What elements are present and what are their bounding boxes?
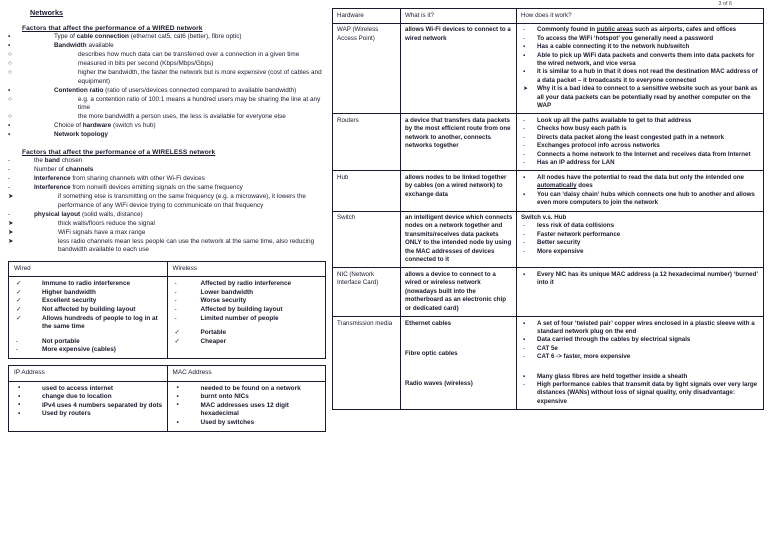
bullet-marker-icon: ▪ — [8, 122, 11, 130]
table-row — [333, 171, 764, 211]
mac-address-item — [173, 393, 323, 402]
bullet-marker-icon: ▪ — [523, 43, 526, 51]
wireless-factor-item — [8, 238, 326, 255]
list-item-text: the more bandwidth a person uses, the less is available for everyone else — [78, 113, 286, 121]
wired-factor-item — [8, 42, 326, 51]
list-item-text: Many glass fibres are held together inside a sheath — [537, 372, 688, 380]
bullet-marker-icon: - — [523, 116, 526, 124]
bullet-marker-icon: ➤ — [8, 219, 14, 227]
bullet-marker-icon: ➤ — [523, 85, 529, 93]
table-row — [9, 381, 326, 431]
col-header-mac-address: MAC Address — [167, 366, 326, 382]
list-item-text: Connects a home network to the Internet and receives data from Internet — [537, 150, 751, 158]
list-item-text: WiFi signals have a max range — [58, 228, 146, 236]
list-item — [521, 248, 760, 256]
check-icon: ✓ — [16, 288, 22, 296]
list-item-text: Type of cable connection (ethernet cat5, cat6 (better), fibre optic) — [54, 33, 242, 40]
media-type-label: Ethernet cables — [405, 319, 452, 327]
bullet-marker-icon: ○ — [8, 113, 12, 121]
right-column — [330, 0, 768, 543]
wired-pro-item — [14, 297, 164, 306]
how-does-it-work-cell — [517, 268, 764, 317]
wired-factor-item — [8, 122, 326, 131]
wired-factor-item — [8, 60, 326, 69]
col-header-how-does-it-work: How does it work? — [517, 9, 764, 24]
list-item — [521, 159, 760, 167]
list-item-text: Commonly found in public areas such as airports, cafes and offices — [537, 26, 737, 34]
wired-factor-item — [8, 69, 326, 86]
mac-address-item — [173, 385, 323, 394]
bullet-marker-icon: - — [8, 210, 11, 218]
col-header-ip-address: IP Address — [9, 366, 168, 382]
list-item-text: Able to pick up WiFi data packets and converts them into data packets for the wired network, and vice versa — [537, 51, 755, 68]
wireless-con-item — [173, 315, 323, 324]
wireless-factors-list — [8, 157, 326, 255]
col-header-wireless: Wireless — [167, 261, 326, 277]
ip-mac-address-table — [8, 365, 326, 432]
what-is-it-cell: allows Wi-Fi devices to connect to a wired network — [401, 23, 517, 114]
list-item — [521, 381, 760, 406]
list-item-text: Affected by radio interference — [200, 280, 292, 288]
list-item-text: More expensive (cables) — [42, 346, 116, 354]
bullet-marker-icon: ▪ — [18, 401, 21, 409]
list-item-text: Affected by building layout — [200, 306, 283, 314]
bullet-marker-icon: ▪ — [523, 372, 526, 380]
fibre-how-list — [521, 373, 760, 407]
list-item-text: Contention ratio (ratio of users/devices connected compared to available bandwidth) — [54, 86, 297, 94]
wired-factor-item — [8, 33, 326, 42]
list-item — [521, 336, 760, 344]
check-icon: ✓ — [16, 280, 22, 288]
list-item-text: Not affected by building layout — [42, 306, 136, 314]
list-item-text: Choice of hardware (switch vs hub) — [54, 122, 156, 130]
list-item — [521, 35, 760, 43]
bullet-marker-icon: - — [8, 175, 11, 182]
wireless-con-item — [173, 280, 323, 289]
bullet-marker-icon: - — [523, 26, 526, 34]
list-item-text: Why it is a bad idea to connect to a sensitive website such as your bank as all your data packets can be potentially read by another computer on the WAP — [537, 85, 758, 110]
bullet-marker-icon: - — [8, 157, 11, 165]
bullet-marker-icon: - — [523, 247, 526, 255]
list-item — [521, 43, 760, 51]
list-item-text: Number of channels — [34, 166, 94, 174]
list-item — [521, 26, 760, 34]
wired-factors-list — [8, 33, 326, 140]
ip-address-list — [14, 385, 164, 419]
wired-factor-item — [8, 113, 326, 122]
list-item-text: CAT 6 -> faster, more expensive — [537, 353, 631, 361]
check-icon: ✓ — [16, 314, 22, 322]
bullet-marker-icon: ▪ — [523, 51, 526, 59]
check-icon: ✓ — [174, 329, 180, 337]
how-list — [521, 117, 760, 167]
list-item — [521, 239, 760, 247]
media-type-label: Fibre optic cables — [405, 349, 458, 357]
what-is-it-cell — [401, 317, 517, 410]
wireless-pro-item — [173, 338, 323, 347]
list-item-text: less risk of data collisions — [537, 222, 615, 230]
list-item — [521, 151, 760, 159]
wireless-factor-item — [8, 184, 326, 193]
bullet-marker-icon: ○ — [8, 68, 12, 76]
list-item-text: MAC addresses uses 12 digit hexadecimal — [200, 401, 289, 418]
bullet-marker-icon: ▪ — [523, 68, 526, 76]
bullet-marker-icon: ▪ — [176, 384, 179, 392]
bullet-marker-icon: ▪ — [8, 33, 11, 40]
list-item-text: Portable — [200, 329, 227, 337]
list-item-text: Allows hundreds of people to log in at the same time — [42, 314, 158, 331]
list-item — [521, 125, 760, 133]
list-item-text: Interference from nonwifi devices emitting signals on the same frequency — [34, 183, 243, 191]
wireless-factor-item — [8, 211, 326, 220]
wired-wireless-comparison-table — [8, 261, 326, 359]
hardware-table — [332, 8, 764, 410]
how-does-it-work-cell — [517, 317, 764, 410]
how-does-it-work-cell — [517, 211, 764, 268]
list-item-text: Used by routers — [42, 410, 91, 418]
bullet-marker-icon: ➤ — [8, 228, 14, 236]
list-item — [521, 52, 760, 69]
list-item-text: It is similar to a hub in that it does not read the destination MAC address of a data packet – it broadcasts it to everyone connected — [537, 68, 758, 84]
ip-address-item — [14, 385, 164, 394]
list-item-text: Network topology — [54, 131, 108, 139]
list-item-text: change due to location — [42, 393, 112, 401]
list-item-text: Look up all the paths available to get to that address — [537, 116, 692, 124]
list-item-text: Not portable — [42, 337, 80, 345]
wired-con-item — [14, 346, 164, 355]
list-item-text: Worse security — [200, 297, 247, 305]
table-header-row — [9, 366, 326, 382]
bullet-marker-icon: - — [8, 166, 11, 174]
list-item-text: All nodes have the potential to read the data but only the intended one automatically does — [537, 173, 744, 190]
list-item — [521, 117, 760, 125]
spacer — [521, 362, 760, 373]
list-item-text: Faster network performance — [537, 230, 621, 238]
list-item-text: Interference from sharing channels with other Wi-Fi devices — [34, 175, 205, 182]
bullet-marker-icon: ▪ — [176, 401, 179, 409]
wireless-factor-item — [8, 220, 326, 229]
hardware-name-cell: NIC (Network Interface Card) — [333, 268, 401, 317]
list-item-text: physical layout (solid walls, distance) — [34, 210, 143, 218]
list-item — [521, 174, 760, 191]
bullet-marker-icon: ➤ — [8, 192, 14, 200]
what-is-it-cell: allows nodes to be linked together by cables (on a wired network) to exchange data — [401, 171, 517, 211]
wired-section-heading: Factors that affect the performance of a WIRED network — [22, 25, 203, 32]
wireless-pros-list — [173, 329, 323, 346]
list-item-text: CAT 5e — [537, 344, 558, 352]
table-row — [333, 114, 764, 171]
how-list — [521, 222, 760, 256]
bullet-marker-icon: ▪ — [8, 41, 11, 49]
how-does-it-work-cell — [517, 114, 764, 171]
wired-factor-item — [8, 131, 326, 140]
wired-pro-item — [14, 289, 164, 298]
bullet-marker-icon: - — [523, 239, 526, 247]
list-item-text: More expensive — [537, 247, 584, 255]
wireless-section-heading: Factors that affect the performance of a WIRELESS network — [22, 149, 216, 157]
bullet-marker-icon: ▪ — [18, 384, 21, 392]
dash-icon: - — [174, 306, 177, 314]
list-item-text: Lower bandwidth — [200, 288, 254, 296]
bullet-marker-icon: ▪ — [523, 336, 526, 344]
bullet-marker-icon: ▪ — [523, 173, 526, 181]
wireless-factor-item — [8, 229, 326, 238]
bullet-marker-icon: - — [523, 353, 526, 361]
list-item-text: higher the bandwidth, the faster the network but is more expensive (cost of cables and equipment) — [78, 68, 322, 85]
how-list — [521, 174, 760, 208]
hardware-name-cell: Transmission media — [333, 317, 401, 410]
list-item-text: Used by switches — [200, 419, 255, 426]
col-header-what-is-it: What is it? — [401, 9, 517, 24]
bullet-marker-icon: ▪ — [176, 418, 179, 426]
bullet-marker-icon: ▪ — [176, 392, 179, 400]
list-item-text: Every NIC has its unique MAC address (a 12 hexadecimal number) ‘burned’ into it — [537, 270, 758, 287]
dash-icon: - — [174, 280, 177, 288]
how-list — [521, 271, 760, 288]
ip-address-cell — [9, 381, 168, 431]
page-title: Networks — [30, 8, 64, 17]
table-row — [9, 277, 326, 359]
wired-con-item — [14, 338, 164, 347]
list-item — [521, 320, 760, 337]
list-item-text: Immune to radio interference — [42, 280, 131, 288]
wireless-con-item — [173, 297, 323, 306]
list-item-text: thick walls/floors reduce the signal — [58, 219, 155, 227]
how-list — [521, 26, 760, 110]
wireless-con-item — [173, 289, 323, 298]
list-item-text: if something else is transmitting on the same frequency (e.g. a microwave), it lowers the performance of any WiFi device trying to communicate on that frequency — [58, 192, 306, 209]
dash-icon: - — [174, 288, 177, 296]
hardware-name-cell: WAP (Wireless Access Point) — [333, 23, 401, 114]
mac-address-item — [173, 402, 323, 419]
what-is-it-cell: an intelligent device which connects nodes on a network together and transmits/receives data packets ONLY to the intended node by using the MAC addresses of devices connected to it — [401, 211, 517, 268]
list-item — [521, 271, 760, 288]
bullet-marker-icon: - — [523, 150, 526, 158]
wireless-factor-item — [8, 193, 326, 210]
list-item-text: A set of four ‘twisted pair’ copper wires enclosed in a plastic sleeve with a standard network plug on the end — [537, 319, 755, 335]
col-header-hardware: Hardware — [333, 9, 401, 24]
list-item-text: To access the WiFi ‘hotspot’ you generally need a password — [537, 34, 714, 42]
list-item-text: Has a cable connecting it to the network hub/switch — [537, 43, 690, 51]
bullet-marker-icon: - — [523, 344, 526, 352]
bullet-marker-icon: - — [523, 133, 526, 141]
what-is-it-cell: a device that transfers data packets by the most efficient route from one network to another, connects networks together — [401, 114, 517, 171]
list-item — [521, 231, 760, 239]
list-item-text: describes how much data can be transferred over a connection in a given time — [78, 50, 300, 58]
bullet-marker-icon: - — [523, 230, 526, 238]
list-item-text: Excellent security — [42, 297, 97, 305]
list-item-text: needed to be found on a network — [200, 384, 301, 392]
table-row — [333, 211, 764, 268]
check-icon: ✓ — [174, 337, 180, 345]
list-item-text: Cheaper — [200, 337, 227, 345]
wireless-factor-item — [8, 166, 326, 175]
wired-cons-list — [14, 338, 164, 355]
list-item-text: the band chosen — [34, 157, 83, 165]
bullet-marker-icon: ▪ — [8, 131, 11, 139]
bullet-marker-icon: ▪ — [8, 86, 11, 94]
list-item-text: Limited number of people — [200, 314, 279, 322]
sub-heading: Switch v.s. Hub — [521, 214, 567, 222]
bullet-marker-icon: ○ — [8, 95, 12, 103]
list-item — [521, 134, 760, 142]
wired-pro-item — [14, 280, 164, 289]
wireless-factor-item — [8, 157, 326, 166]
list-item-text: Higher bandwidth — [42, 288, 96, 296]
wireless-pro-item — [173, 329, 323, 338]
list-item — [521, 345, 760, 353]
wireless-cell — [167, 277, 326, 359]
wired-pros-list — [14, 280, 164, 338]
page-number: 3 of 6 — [718, 1, 732, 7]
dash-icon: - — [16, 337, 19, 345]
check-icon: ✓ — [16, 306, 22, 314]
list-item-text: Checks how busy each path is — [537, 125, 627, 133]
bullet-marker-icon: - — [523, 159, 526, 166]
bullet-marker-icon: ○ — [8, 50, 12, 58]
wireless-cons-list — [173, 280, 323, 329]
bullet-marker-icon: ▪ — [523, 190, 526, 198]
list-item-text: e.g. a contention ratio of 100:1 means a hundred users may be sharing the line at any time — [78, 95, 321, 112]
ip-address-item — [14, 402, 164, 411]
table-row — [333, 268, 764, 317]
media-type-label: Radio waves (wireless) — [405, 380, 473, 388]
bullet-marker-icon: ▪ — [18, 409, 21, 417]
ip-address-item — [14, 393, 164, 402]
list-item — [521, 68, 760, 85]
list-item-text: High performance cables that transmit data by light signals over very large distances (WANs) without loss of signal quality, only disadvantage: expensive — [537, 380, 758, 405]
wired-pro-item — [14, 315, 164, 332]
list-item-text: burnt onto NICs — [200, 393, 249, 401]
check-icon: ✓ — [16, 297, 22, 305]
bullet-marker-icon: - — [523, 34, 526, 42]
bullet-marker-icon: ▪ — [523, 270, 526, 278]
col-header-wired: Wired — [9, 261, 168, 277]
what-is-it-cell: allows a device to connect to a wired or wireless network (nowadays built into the motherboard as an electronic chip or dedicated card) — [401, 268, 517, 317]
bullet-marker-icon: - — [523, 222, 526, 230]
left-column — [0, 0, 330, 543]
wired-factor-item — [8, 51, 326, 60]
wired-pro-item — [14, 306, 164, 315]
how-does-it-work-cell — [517, 171, 764, 211]
bullet-marker-icon: ➤ — [8, 237, 14, 245]
mac-address-list — [173, 385, 323, 428]
list-item — [521, 85, 760, 110]
list-item-text: Has an IP address for LAN — [537, 159, 615, 166]
hardware-name-cell: Switch — [333, 211, 401, 268]
wireless-con-item — [173, 306, 323, 315]
mac-address-cell — [167, 381, 326, 431]
bullet-marker-icon: ○ — [8, 59, 12, 67]
table-row — [333, 317, 764, 410]
how-does-it-work-cell — [517, 23, 764, 114]
list-item-text: Data carried through the cables by electrical signals — [537, 336, 691, 344]
dash-icon: - — [174, 314, 177, 322]
list-item-text: Better security — [537, 239, 581, 247]
list-item — [521, 353, 760, 361]
ethernet-how-list — [521, 320, 760, 362]
list-item — [521, 191, 760, 208]
table-header-row — [9, 261, 326, 277]
bullet-marker-icon: - — [8, 183, 11, 191]
list-item-text: You can ‘daisy chain’ hubs which connects one hub to another and allows even more computers to join the network — [537, 190, 755, 207]
bullet-marker-icon: ▪ — [523, 319, 526, 327]
dash-icon: - — [174, 297, 177, 305]
wired-factor-item — [8, 87, 326, 96]
bullet-marker-icon: - — [523, 142, 526, 150]
list-item — [521, 142, 760, 150]
list-item-text: Directs data packet along the least congested path in a network — [537, 133, 725, 141]
table-header-row — [333, 9, 764, 24]
list-item-text: Bandwidth available — [54, 41, 114, 49]
list-item-text: less radio channels mean less people can use the network at the same time, also reducing bandwidth available to each use — [58, 237, 315, 254]
list-item-text: Exchanges protocol info across networks — [537, 142, 660, 150]
hardware-name-cell: Hub — [333, 171, 401, 211]
list-item — [521, 222, 760, 230]
wired-cell — [9, 277, 168, 359]
wireless-factor-item — [8, 175, 326, 184]
list-item-text: IPv4 uses 4 numbers separated by dots — [42, 401, 163, 409]
bullet-marker-icon: - — [523, 125, 526, 133]
table-row — [333, 23, 764, 114]
list-item-text: measured in bits per second (Kbps/Mbps/Gbps) — [78, 59, 214, 67]
bullet-marker-icon: - — [523, 380, 526, 388]
bullet-marker-icon: ▪ — [18, 392, 21, 400]
ip-address-item — [14, 410, 164, 419]
hardware-name-cell: Routers — [333, 114, 401, 171]
list-item-text: used to access internet — [42, 384, 114, 392]
dash-icon: - — [16, 346, 19, 354]
mac-address-item — [173, 419, 323, 428]
list-item — [521, 373, 760, 381]
wired-factor-item — [8, 96, 326, 113]
